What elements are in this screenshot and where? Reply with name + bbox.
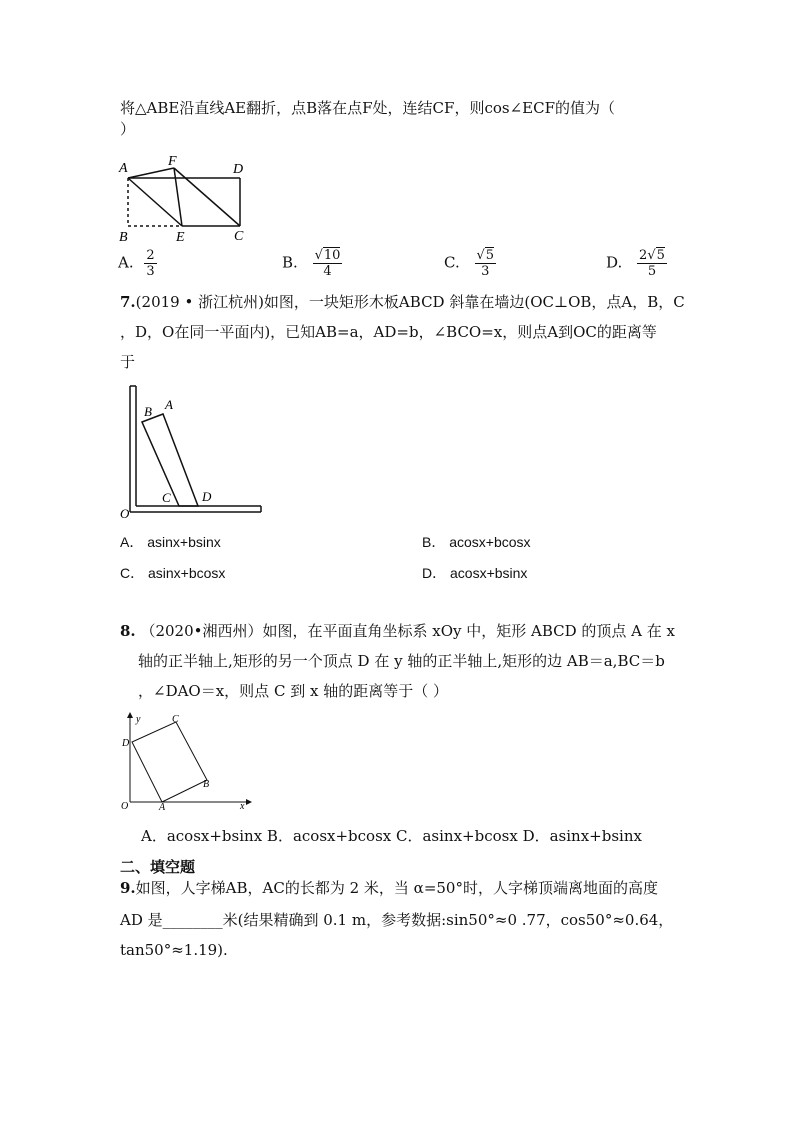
q7-label-A: A (165, 397, 173, 412)
q8-rectangle (132, 722, 210, 802)
q7-option-d: D． acosx+bsinx (422, 565, 528, 581)
q8-label-O: O (121, 801, 129, 812)
q8-label-C: C (172, 714, 179, 725)
q8-options: A．acosx+bsinx B．acosx+bcosx C．asinx+bcosx D．asinx+bsinx (141, 827, 642, 845)
q8-label-D: D (122, 738, 130, 749)
q8-label-x: x (240, 801, 245, 812)
q7-figure (118, 382, 268, 522)
q6-option-c: C. $\frac{√5}{3}$ (444, 248, 495, 279)
q6-line-AF (128, 168, 174, 178)
q6-figure (110, 150, 270, 245)
q8-label-B: B (203, 779, 210, 790)
q7-label-C: C (162, 490, 171, 505)
q8-stem-line1: 8. （2020•湘西州）如图，在平面直角坐标系 xOy 中，矩形 ABCD 的顶点 A 在 x (120, 622, 676, 640)
q7-label-B: B (144, 404, 152, 419)
q9-stem-line1: 9.如图，人字梯AB，AC的长都为 2 米，当 α=50°时，人字梯顶端离地面的高度 (120, 879, 658, 897)
q7-stem-line3: 于 (120, 353, 136, 371)
q9-stem-line3: tan50°≈1.19). (120, 941, 228, 959)
q6-option-b: B. $\frac{√10}{4}$ (282, 248, 341, 279)
section-title-fill-in: 二、填空题 (120, 858, 196, 876)
q8-figure (116, 710, 256, 812)
q6-label-E: E (176, 230, 185, 245)
q7-option-b: B． acosx+bcosx (422, 534, 531, 550)
q6-line-FE (174, 168, 182, 226)
q8-y-arrow (127, 712, 133, 718)
q8-x-arrow (246, 799, 252, 805)
q9-stem-line2: AD 是________米(结果精确到 0.1 m，参考数据:sin50°≈0 .77，cos50°≈0.64， (120, 911, 674, 929)
q8-label-y: y (136, 714, 141, 725)
q7-option-c: C． asinx+bcosx (120, 565, 226, 581)
q6-option-d: D. $\frac{2√5}{5}$ (606, 248, 665, 279)
q6-label-A: A (119, 161, 128, 176)
q8-label-A: A (159, 802, 166, 812)
q6-label-F: F (168, 154, 177, 169)
q8-stem-line2: 轴的正半轴上,矩形的另一个顶点 D 在 y 轴的正半轴上,矩形的边 AB＝a,BC＝b (138, 652, 665, 670)
q6-stem-line1: 将△ABE沿直线AE翻折，点B落在点F处，连结CF，则cos∠ECF的值为（ (120, 99, 615, 117)
q6-label-B: B (119, 230, 128, 245)
q7-label-O: O (120, 506, 130, 521)
q6-line-AE (128, 178, 182, 226)
q6-label-C: C (234, 229, 244, 244)
q6-stem-line2: ） (120, 120, 136, 138)
q7-option-a: A． asinx+bsinx (120, 534, 221, 550)
q6-option-a: A. $\frac{2}{3}$ (118, 248, 155, 279)
q6-label-D: D (233, 162, 244, 177)
q7-stem-line1: 7.(2019 • 浙江杭州)如图，一块矩形木板ABCD 斜靠在墙边(OC⊥OB，点A，B，C (120, 293, 685, 311)
q7-label-D: D (202, 489, 212, 504)
q7-stem-line2: ，D，O在同一平面内)，已知AB=a，AD=b，∠BCO=x，则点A到OC的距离等 (120, 323, 657, 341)
q6-line-FC (174, 168, 240, 226)
q8-stem-line3: ，∠DAO＝x，则点 C 到 x 轴的距离等于（ ） (138, 682, 448, 700)
